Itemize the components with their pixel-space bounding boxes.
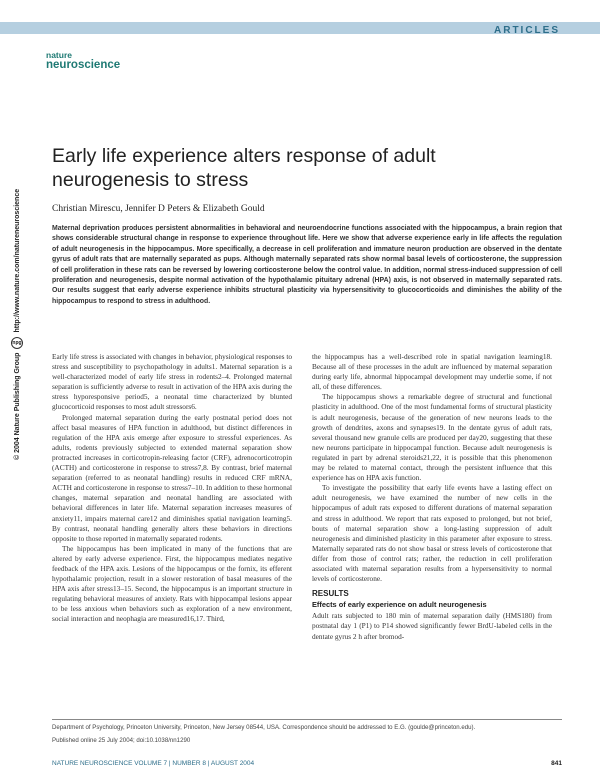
copyright-text: © 2004 Nature Publishing Group — [13, 352, 21, 460]
journal-footer — [0, 760, 600, 770]
results-heading: RESULTS — [312, 589, 349, 599]
body-paragraph: To investigate the possibility that early life events have a lasting effect on adult neurogenesis, we have examined the number of new cells in the hippocampus of adult rats exposed to different durations of maternal separation and stress in adulthood. We report that rats exposed to prolonged, but not brief, bouts of maternal separation show a long-lasting suppression of adult neurogenesis and diminished plasticity in this parameter after exposure to stress. Maternally separated rats do not show basal or stress levels of corticosterone that differ from those of control rats; rather, the reduction in cell proliferation associated with maternal separation results from a hypersensitivity to normal levels of corticosterone. — [312, 483, 552, 584]
article-authors: Christian Mirescu, Jennifer D Peters & Elizabeth Gould — [52, 204, 265, 214]
body-paragraph: Adult rats subjected to 180 min of maternal separation daily (HMS180) from postnatal day 1 (P1) to P14 showed significantly fewer BrdU-labeled cells in the dentate gyrus 2 h after bromod- — [312, 611, 552, 641]
results-subheading: Effects of early experience on adult neurogenesis — [312, 600, 487, 610]
page-number: 841 — [551, 760, 562, 767]
footnote-divider — [52, 719, 562, 720]
affiliation-footnote: Department of Psychology, Princeton University, Princeton, New Jersey 08544, USA. Correspondence should be addressed to E.G. (goulde@princeton.edu). — [52, 724, 476, 731]
article-abstract: Maternal deprivation produces persistent abnormalities in behavioral and neuroendocrine functions associated with the hippocampus, a brain region that shows considerable structural change in response to experience throughout life. Here we show that adverse experience early in life affects the regulation of adult neurogenesis in the hippocampus. More specifically, a decrease in cell proliferation and immature neuron production are observed in the dentate gyrus of adult rats that are maternally separated as pups. Although maternally separated rats show normal basal levels of corticosterone, the suppression of cell proliferation in these rats can be reversed by lowering corticosterone below the control value. In addition, normal stress-induced suppression of cell proliferation and neurogenesis, despite normal activation of the hypothalamic pituitary adrenal (HPA) axis, is not observed in maternally separated rats. Our results suggest that early adverse experience inhibits structural plasticity via hypersensitivity to glucocorticoids and diminishes the ability of the hippocampus to respond to stress in adulthood. — [52, 225, 562, 305]
article-title: Early life experience alters response of adult neurogenesis to stress — [52, 145, 436, 191]
journal-volume-info: NATURE NEUROSCIENCE VOLUME 7 | NUMBER 8 | AUGUST 2004 — [52, 760, 255, 767]
body-paragraph: Prolonged maternal separation during the early postnatal period does not affect basal measures of HPA function in adulthood, but distinct differences in regulation of the HPA axis emerge after exposure to stressful experiences. As adults, rodents previously subjected to extended maternal separation show protracted increases in corticotropin-releasing factor (CRF), adrenocorticotropin (ACTH) and corticosterone in response to stress7,8. By contrast, brief maternal separation (referred to as neonatal handling) results in reduced CRF mRNA, ACTH and corticosterone in response to stress7–10. In addition to these hormonal changes, maternal separation and neonatal handling are associated with behavioral differences in later life. Maternal separation increases measures of anxiety11, impairs maternal care12 and diminishes spatial navigation learning5. By contrast, neonatal handling generally alters these behaviors in directions opposite to those reported in maternally separated rodents. — [52, 412, 292, 543]
body-paragraph: The hippocampus has been implicated in many of the functions that are altered by early adverse experience. First, the hippocampus mediates negative feedback of the HPA axis. Lesions of the hippocampus or the fornix, its efferent hypothalamic projection, result in a slower restoration of basal measures of the HPA axis after stress13–15. Second, the hippocampus is an important structure in regulating behavioral measures of anxiety. Rats with hippocampal lesions appear to be less anxious when behaviors such as exploration of a new environment, social interaction and neophagia are measured16,17. Third, — [52, 543, 292, 624]
body-paragraph: Early life stress is associated with changes in behavior, physiological responses to stress and susceptibility to psychopathology in adults1. Maternal separation is a well-characterized model of early life stress in rodents2–4. Prolonged maternal separation is sufficiently adverse to result in activation of the HPA axis during the stress hyporesponsive period5, a neonatal time characterized by blunted glucocorticoid responses to most adult stressors6. — [52, 352, 292, 412]
body-column-left — [52, 352, 292, 625]
section-label: ARTICLES — [494, 25, 560, 36]
journal-url[interactable]: http://www.nature.com/natureneuroscience — [13, 188, 21, 333]
body-paragraph: The hippocampus shows a remarkable degree of structural and functional plasticity in adulthood. One of the most fundamental forms of structural plasticity is adult neurogenesis, because of the generation of new neurons leads to the growth of dendrites, axons and synapses19. In the dentate gyrus of adult rats, several thousand new granule cells are produced per day20, suggesting that these new neurons participate in hippocampal function. Because adult neurogenesis is regulated in part by adrenal steroids21,22, it is possible that this phenomenon may be related to maternal contact, through the persistent influence that this experience has on HPA axis function. — [312, 392, 552, 483]
logo-line-nature: nature — [46, 50, 72, 60]
publication-info: Published online 25 July 2004; doi:10.1038/nn1290 — [52, 737, 191, 744]
npg-badge-icon: npg — [11, 337, 23, 349]
body-paragraph: the hippocampus has a well-described role in spatial navigation learning18. Because all of these processes in the adult are influenced by maternal separation during early life, abnormal hippocampal development may underlie some, if not all, of these differences. — [312, 352, 552, 392]
body-column-right — [312, 352, 552, 642]
logo-line-neuroscience: neuroscience — [46, 59, 121, 71]
journal-logo — [46, 50, 120, 70]
side-copyright-strip — [6, 150, 28, 460]
